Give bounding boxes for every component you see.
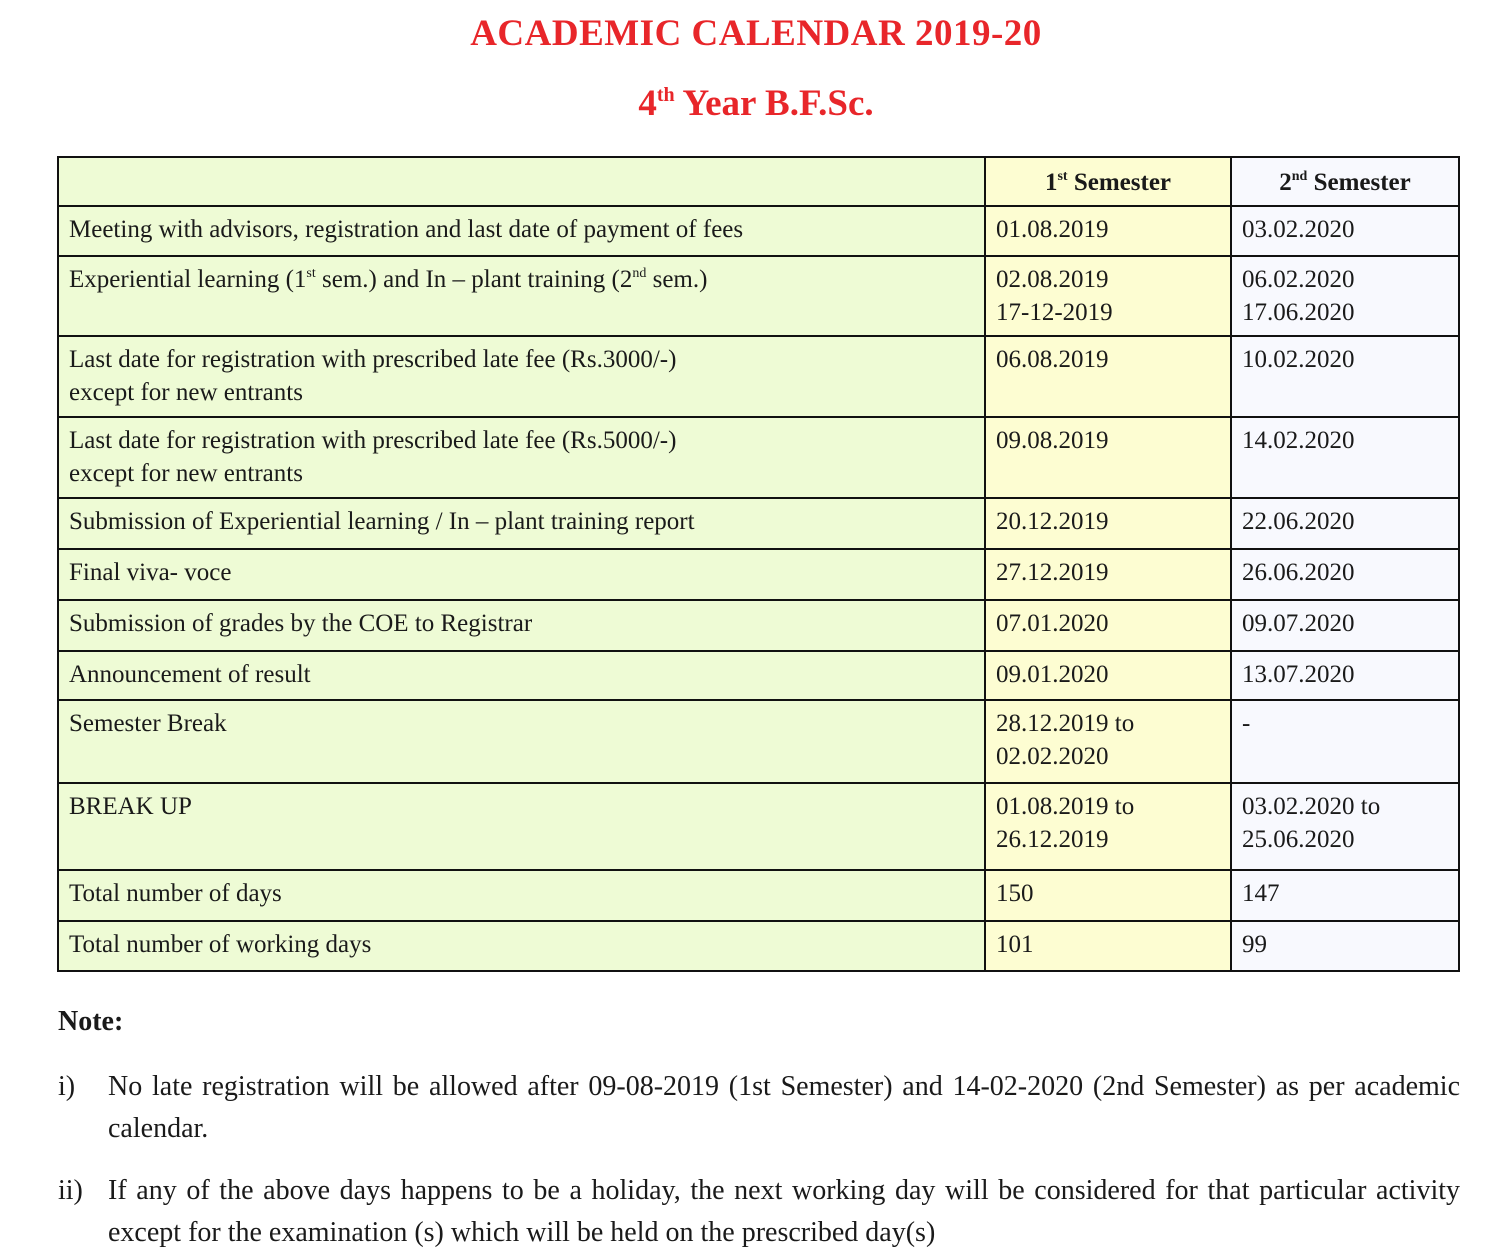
second-semester-cell — [1231, 256, 1459, 336]
academic-calendar-table — [57, 156, 1460, 972]
date-line: 28.12.2019 to — [996, 710, 1135, 737]
activity-cell — [58, 336, 985, 417]
first-semester-date: 09.08.2019 — [996, 427, 1109, 454]
table-row — [58, 600, 1459, 651]
header-first-semester — [985, 157, 1231, 206]
second-semester-value: 147 — [1242, 880, 1280, 907]
second-semester-date: - — [1242, 710, 1251, 737]
second-semester-cell — [1231, 549, 1459, 600]
first-semester-cell — [985, 256, 1231, 336]
first-semester-date: 06.08.2019 — [996, 346, 1109, 373]
activity-cell — [58, 549, 985, 600]
second-semester-cell — [1231, 600, 1459, 651]
activity-cell — [58, 700, 985, 783]
activity-cell — [58, 417, 985, 498]
date-line: 26.12.2019 — [996, 826, 1109, 853]
note-number: i) — [58, 1071, 76, 1102]
second-semester-date: 10.02.2020 — [1242, 346, 1355, 373]
activity-text — [69, 257, 974, 296]
activity-text: Total number of days — [69, 880, 282, 907]
activity-text: Announcement of result — [69, 661, 311, 688]
first-semester-cell — [985, 336, 1231, 417]
date-line: 02.08.2019 — [996, 266, 1109, 293]
activity-cell — [58, 921, 985, 971]
first-semester-cell — [985, 921, 1231, 971]
first-semester-date — [996, 257, 1220, 329]
activity-line: except for new entrants — [69, 460, 303, 487]
table-row — [58, 870, 1459, 921]
table-row — [58, 206, 1459, 256]
note-text: No late registration will be allowed after 09-08-2019 (1st Semester) and 14-02-2020 (2nd Semester) as per academic calendar. — [108, 1071, 1460, 1144]
first-semester-cell — [985, 783, 1231, 870]
note-text: If any of the above days happens to be a holiday, the next working day will be considered for that particular activity except for the examination (s) which will be held on the prescribed day(s) — [108, 1175, 1460, 1248]
activity-cell — [58, 498, 985, 549]
activity-cell — [58, 600, 985, 651]
activity-text: BREAK UP — [69, 793, 192, 820]
first-semester-value: 101 — [996, 931, 1034, 958]
second-semester-date: 26.06.2020 — [1242, 559, 1355, 586]
subtitle-year-number: 4 — [638, 83, 657, 124]
header-s1-label: Semester — [1067, 169, 1172, 196]
activity-ordinal-suffix: nd — [632, 265, 647, 281]
note-item — [58, 1170, 1460, 1254]
subtitle-program: Year B.F.Sc. — [674, 83, 874, 124]
header-s1-number: 1 — [1044, 169, 1058, 196]
second-semester-date: 03.02.2020 — [1242, 216, 1355, 243]
second-semester-value: 99 — [1242, 931, 1267, 958]
table-row — [58, 651, 1459, 700]
table-row — [58, 417, 1459, 498]
activity-text-part: sem.) — [646, 266, 708, 293]
activity-ordinal-suffix: st — [306, 265, 316, 281]
activity-cell — [58, 783, 985, 870]
date-line: 06.02.2020 — [1242, 266, 1355, 293]
header-second-semester — [1231, 157, 1459, 206]
activity-line: Last date for registration with prescribed late fee (Rs.5000/-) — [69, 427, 677, 454]
second-semester-cell — [1231, 498, 1459, 549]
second-semester-date: 13.07.2020 — [1242, 661, 1355, 688]
note-heading: Note: — [58, 1006, 124, 1037]
date-line: 02.02.2020 — [996, 743, 1109, 770]
first-semester-cell — [985, 206, 1231, 256]
activity-text — [69, 418, 974, 490]
first-semester-cell — [985, 417, 1231, 498]
second-semester-cell — [1231, 651, 1459, 700]
first-semester-date: 27.12.2019 — [996, 559, 1109, 586]
first-semester-value: 150 — [996, 880, 1034, 907]
first-semester-date: 09.01.2020 — [996, 661, 1109, 688]
second-semester-date — [1242, 257, 1448, 329]
first-semester-cell — [985, 870, 1231, 921]
second-semester-cell — [1231, 783, 1459, 870]
activity-text: Submission of grades by the COE to Registrar — [69, 610, 533, 637]
table-header-row — [58, 157, 1459, 206]
activity-line: except for new entrants — [69, 379, 303, 406]
activity-cell — [58, 206, 985, 256]
first-semester-cell — [985, 600, 1231, 651]
calendar-subtitle — [0, 82, 1512, 125]
date-line: 17.06.2020 — [1242, 299, 1355, 326]
activity-text: Submission of Experiential learning / In – plant training report — [69, 508, 695, 535]
activity-line: Last date for registration with prescribed late fee (Rs.3000/-) — [69, 346, 677, 373]
table-row — [58, 256, 1459, 336]
activity-cell — [58, 256, 985, 336]
table-row — [58, 336, 1459, 417]
date-line: 17-12-2019 — [996, 299, 1113, 326]
first-semester-date — [996, 701, 1220, 773]
header-s2-suffix: nd — [1291, 168, 1308, 184]
activity-text: Semester Break — [69, 710, 227, 737]
activity-text-part: Experiential learning (1 — [69, 266, 307, 293]
second-semester-cell — [1231, 921, 1459, 971]
date-line: 03.02.2020 to — [1242, 793, 1381, 820]
second-semester-cell — [1231, 870, 1459, 921]
activity-cell — [58, 651, 985, 700]
first-semester-date — [996, 784, 1220, 856]
second-semester-date: 14.02.2020 — [1242, 427, 1355, 454]
note-item — [58, 1066, 1460, 1150]
activity-text — [69, 337, 974, 409]
second-semester-cell — [1231, 336, 1459, 417]
second-semester-date — [1242, 784, 1448, 856]
first-semester-cell — [985, 700, 1231, 783]
table-row — [58, 498, 1459, 549]
first-semester-cell — [985, 549, 1231, 600]
table-row — [58, 921, 1459, 971]
header-s1-suffix: st — [1057, 168, 1068, 184]
activity-text-part: sem.) and In – plant training (2 — [315, 266, 633, 293]
second-semester-date: 09.07.2020 — [1242, 610, 1355, 637]
first-semester-date: 07.01.2020 — [996, 610, 1109, 637]
date-line: 01.08.2019 to — [996, 793, 1135, 820]
activity-cell — [58, 870, 985, 921]
table-row — [58, 549, 1459, 600]
note-number: ii) — [58, 1175, 83, 1206]
first-semester-cell — [985, 651, 1231, 700]
activity-text: Final viva- voce — [69, 559, 232, 586]
activity-text: Total number of working days — [69, 931, 372, 958]
second-semester-cell — [1231, 700, 1459, 783]
table-row — [58, 700, 1459, 783]
activity-text: Meeting with advisors, registration and last date of payment of fees — [69, 216, 744, 243]
first-semester-date: 20.12.2019 — [996, 508, 1109, 535]
date-line: 25.06.2020 — [1242, 826, 1355, 853]
first-semester-date: 01.08.2019 — [996, 216, 1109, 243]
header-s2-number: 2 — [1279, 169, 1292, 196]
header-s2-label: Semester — [1307, 169, 1411, 196]
second-semester-cell — [1231, 206, 1459, 256]
second-semester-cell — [1231, 417, 1459, 498]
second-semester-date: 22.06.2020 — [1242, 508, 1355, 535]
subtitle-ordinal-suffix: th — [656, 84, 675, 106]
first-semester-cell — [985, 498, 1231, 549]
calendar-title: ACADEMIC CALENDAR 2019-20 — [470, 13, 1042, 54]
table-row — [58, 783, 1459, 870]
header-activity-cell — [58, 157, 985, 206]
